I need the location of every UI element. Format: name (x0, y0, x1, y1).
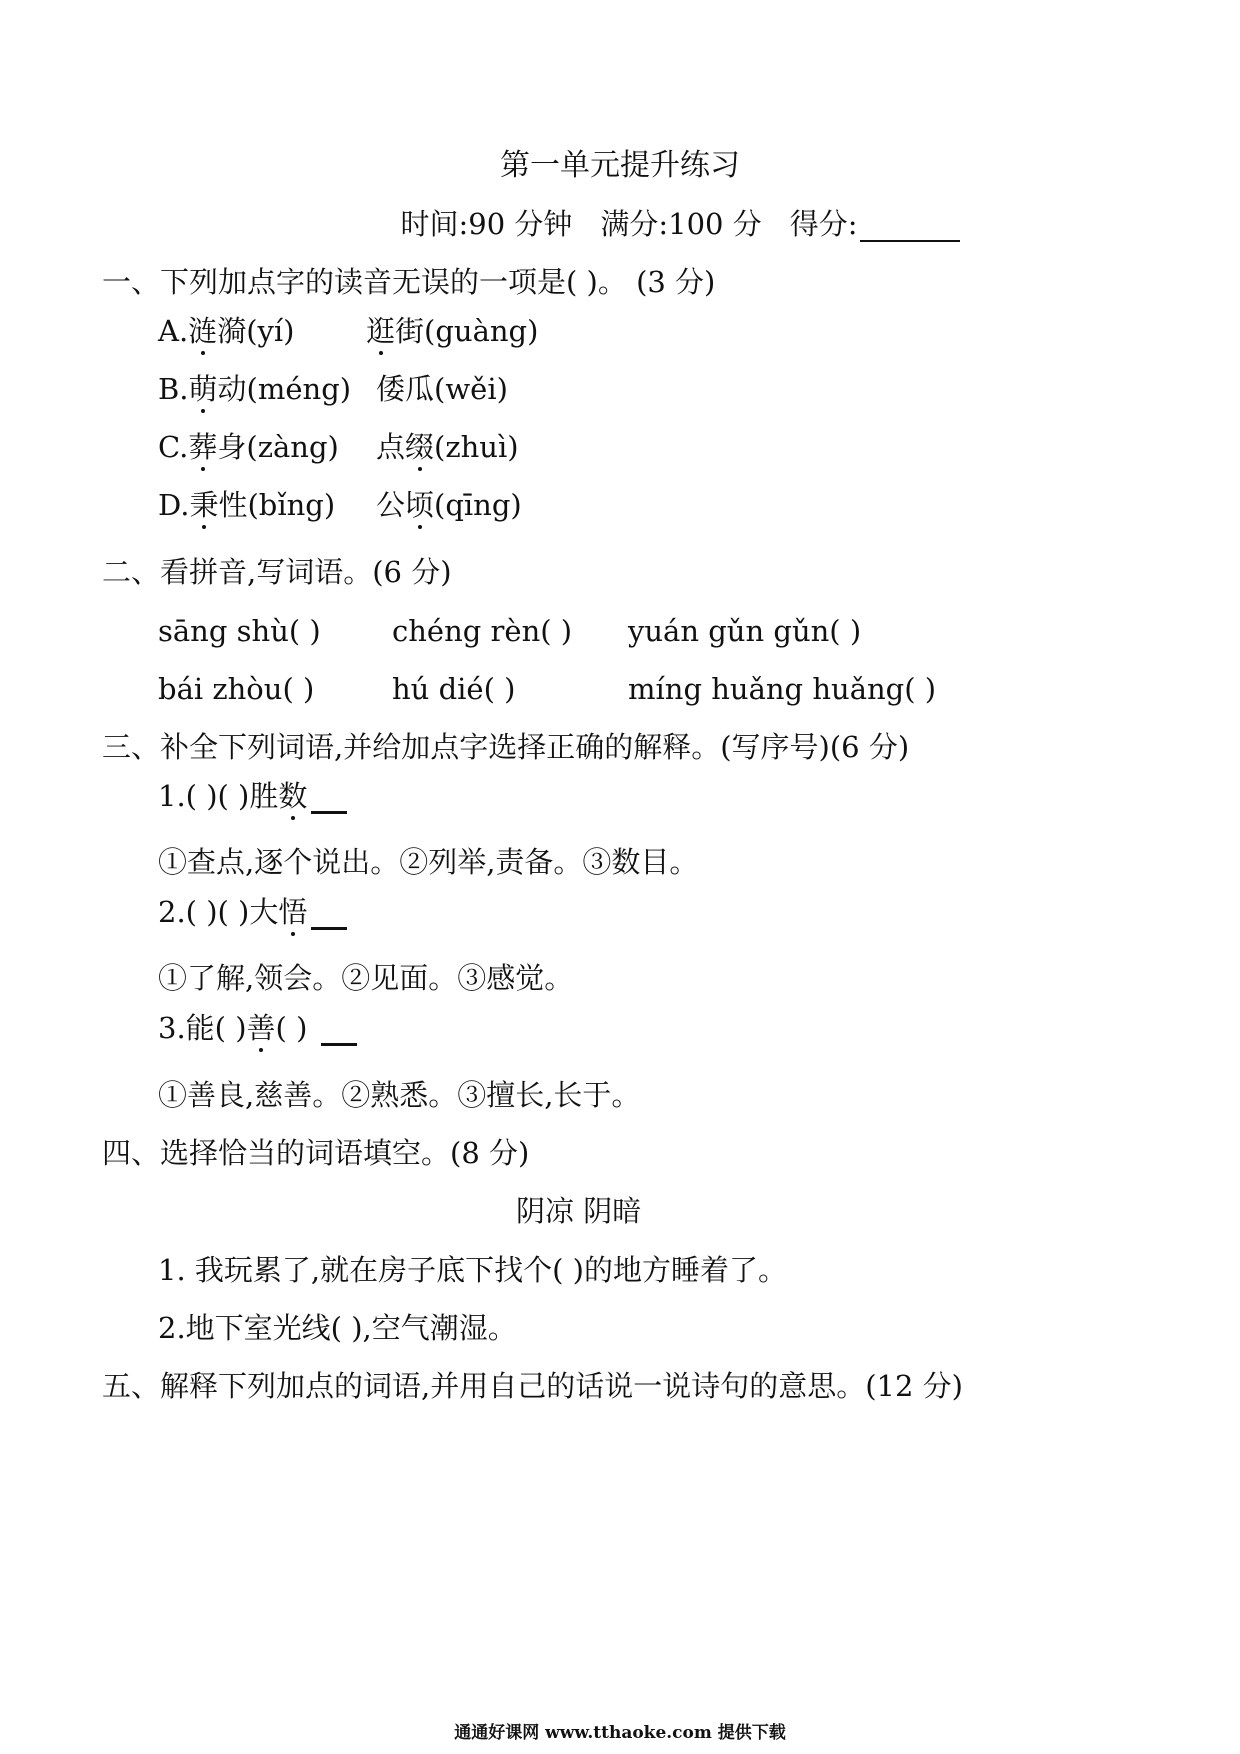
exam-info-line (60, 206, 1240, 242)
q2-stem: 二、看拼音,写词语。(6 分) (102, 555, 452, 589)
q3-item-1-answer-blank[interactable] (311, 787, 347, 814)
q1-stem: 一、下列加点字的读音无误的一项是( )。 (3 分) (102, 265, 716, 299)
q3-stem: 三、补全下列词语,并给加点字选择正确的解释。(写序号)(6 分) (102, 730, 910, 764)
q3-item-1[interactable]: 1.( )( )胜数 (158, 778, 347, 814)
q4-word-choices: 阴凉 阴暗 (516, 1194, 642, 1228)
q3-item-3[interactable]: 3.能( )善( ) (158, 1010, 357, 1046)
page-title: 第一单元提升练习 (500, 148, 740, 183)
q1-option-a-word2: 逛街(guàng) (366, 314, 539, 348)
q2-item-4[interactable]: bái zhòu( ) (158, 672, 315, 706)
q2-item-5[interactable]: hú dié( ) (392, 672, 516, 706)
q4-sentence-2[interactable]: 2.地下室光线( ),空气潮湿。 (158, 1311, 517, 1345)
q1-option-b-word2: 倭瓜(wěi) (376, 372, 508, 406)
q2-item-1[interactable]: sāng shù( ) (158, 614, 321, 648)
q1-option-a: A.涟漪(yí) (158, 314, 295, 348)
q1-option-d-word2: 公顷(qīng) (376, 488, 522, 522)
score-blank[interactable] (860, 214, 960, 242)
q1-option-c: C.葬身(zàng) (158, 430, 339, 464)
q2-item-2[interactable]: chéng rèn( ) (392, 614, 573, 648)
q5-stem: 五、解释下列加点的词语,并用自己的话说一说诗句的意思。(12 分) (102, 1369, 963, 1403)
q1-option-d: D.秉性(bǐng) (158, 488, 336, 522)
q1-option-b: B.萌动(méng) (158, 372, 352, 406)
q3-item-2-answer-blank[interactable] (311, 903, 347, 930)
q3-item-3-options: ①善良,慈善。②熟悉。③擅长,长于。 (158, 1078, 641, 1112)
q3-item-1-options: ①查点,逐个说出。②列举,责备。③数目。 (158, 845, 699, 879)
q1-option-c-word2: 点缀(zhuì) (376, 430, 519, 464)
time-limit: 时间:90 分钟 (400, 207, 573, 241)
footer-source: 通通好课网 www.tthaoke.com 提供下载 (454, 1723, 786, 1743)
full-score: 满分:100 分 (600, 207, 762, 241)
q3-item-2[interactable]: 2.( )( )大悟 (158, 894, 347, 930)
q2-item-3[interactable]: yuán gǔn gǔn( ) (628, 614, 862, 648)
q3-item-2-options: ①了解,领会。②见面。③感觉。 (158, 961, 574, 995)
q4-stem: 四、选择恰当的词语填空。(8 分) (102, 1136, 530, 1170)
q2-item-6[interactable]: míng huǎng huǎng( ) (628, 672, 937, 706)
q3-item-3-answer-blank[interactable] (321, 1019, 357, 1046)
q4-sentence-1[interactable]: 1. 我玩累了,就在房子底下找个( )的地方睡着了。 (158, 1253, 787, 1287)
score-label: 得分: (789, 207, 858, 241)
